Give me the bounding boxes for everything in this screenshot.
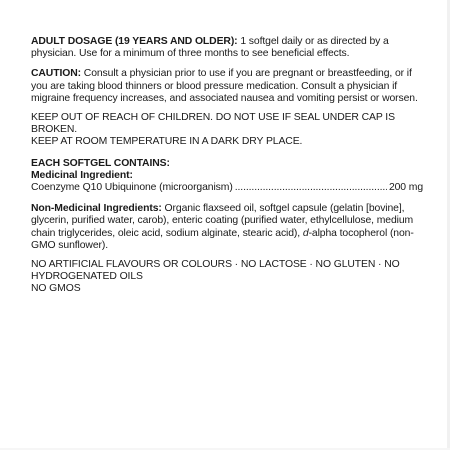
medicinal-heading: Medicinal Ingredient: [31, 169, 133, 181]
ingredient-amount: 200 mg [388, 182, 423, 194]
dosage-text: 1 softgel daily or as directed by a physician. Use for a minimum of three months to see beneficial effects. [31, 36, 389, 60]
label-text [31, 36, 423, 296]
warning-storage: KEEP AT ROOM TEMPERATURE IN A DARK DRY PLACE. [31, 136, 303, 148]
non-medicinal-tail: -alpha tocopherol (non-GMO sunflower). [31, 227, 414, 251]
ingredient-name: Coenzyme Q10 Ubiquinone (microorganism) [31, 182, 233, 194]
dot-leader [235, 182, 387, 194]
contains-heading: EACH SOFTGEL CONTAINS: [31, 157, 170, 169]
dosage-paragraph [31, 36, 423, 60]
caution-paragraph [31, 68, 423, 105]
no-gmos-line: NO GMOS [31, 283, 81, 295]
non-medicinal-text: Organic flaxseed oil, softgel capsule (gelatin [bovine], glycerin, purified water, carob), enteric coating (purified water, ethylcellulose, medium chain triglycerides, oleic acid, sodium alginate, stearic acid), [31, 203, 414, 239]
medicinal-ingredient-row [31, 182, 423, 194]
caution-label: CAUTION: [31, 68, 81, 80]
warning-children: KEEP OUT OF REACH OF CHILDREN. DO NOT USE IF SEAL UNDER CAP IS BROKEN. [31, 112, 395, 136]
free-from-line: NO ARTIFICIAL FLAVOURS OR COLOURS · NO LACTOSE · NO GLUTEN · NO HYDROGENATED OILS [31, 259, 400, 283]
non-medicinal-label: Non-Medicinal Ingredients: [31, 203, 162, 215]
non-medicinal-paragraph [31, 203, 423, 252]
dosage-label: ADULT DOSAGE (19 YEARS AND OLDER): [31, 36, 238, 47]
caution-text: Consult a physician prior to use if you are pregnant or breastfeeding, or if you are taking blood thinners or blood pressure medication. Consult a physician if migraine frequency increases, and associated nausea and vomiting persist or worsen. [31, 68, 418, 104]
non-medicinal-italic: d [302, 227, 309, 239]
